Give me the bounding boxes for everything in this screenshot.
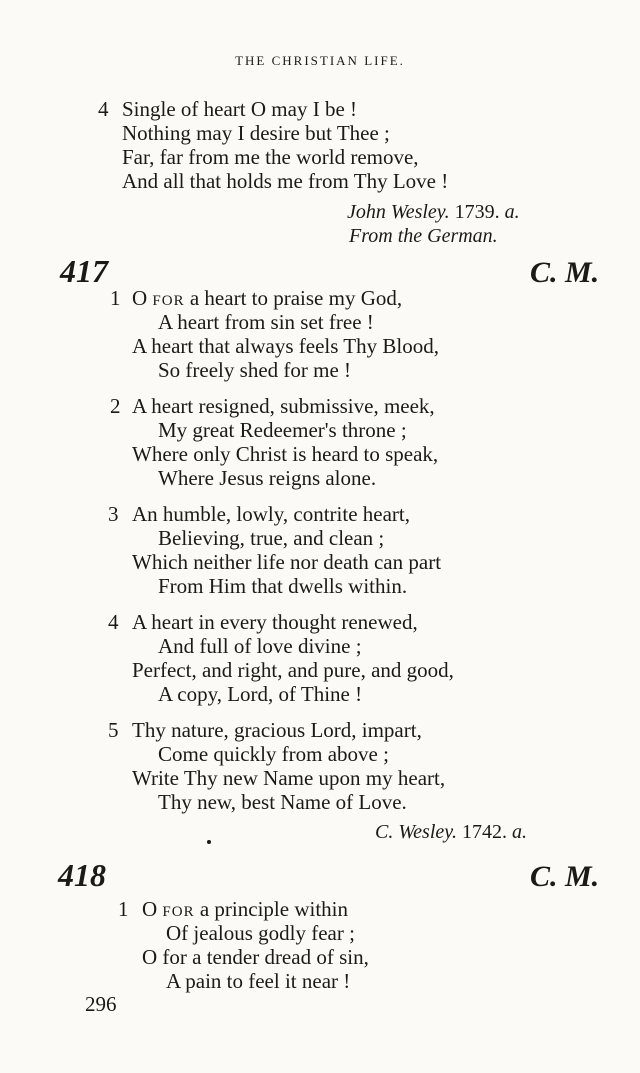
verse-line: And all that holds me from Thy Love !: [122, 169, 449, 193]
verse-line: Far, far from me the world remove,: [122, 145, 419, 169]
verse-line: A heart that always feels Thy Blood,: [132, 334, 439, 358]
author: C. Wesley.: [375, 821, 458, 843]
verse-line: My great Redeemer's throne ;: [158, 418, 407, 442]
verse-rest: a principle within: [194, 897, 348, 921]
verse-line: A pain to feel it near !: [166, 969, 351, 993]
stanza-number: 5: [108, 718, 119, 742]
verse-line: An humble, lowly, contrite heart,: [132, 502, 410, 526]
verse-line: Of jealous godly fear ;: [166, 921, 355, 945]
verse-line: Where only Christ is heard to speak,: [132, 442, 439, 466]
stanza-number: 2: [110, 394, 121, 418]
running-head: THE CHRISTIAN LIFE.: [235, 53, 405, 68]
verse-rest: a heart to praise my God,: [184, 286, 403, 310]
verse-line: A heart resigned, submissive, meek,: [132, 394, 435, 418]
attribution: [375, 820, 527, 844]
verse-line: [132, 286, 402, 313]
verse-line: Write Thy new Name upon my heart,: [132, 766, 446, 790]
stanza-number: 3: [108, 502, 119, 526]
verse-line: Single of heart O may I be !: [122, 97, 358, 121]
verse-line: So freely shed for me !: [158, 358, 352, 382]
stanza-number: 4: [108, 610, 119, 634]
mark: a.: [504, 201, 520, 223]
verse-lead: O: [142, 897, 163, 921]
hymn-number: 418: [58, 857, 106, 893]
year: 1742.: [462, 821, 508, 843]
verse-line: [142, 897, 348, 924]
mark: a.: [512, 821, 528, 843]
verse-line: A heart from sin set free !: [158, 310, 374, 334]
verse-line: Where Jesus reigns alone.: [158, 466, 377, 490]
hymn-number: 417: [60, 253, 108, 289]
verse-line: From Him that dwells within.: [158, 574, 408, 598]
verse-line: Come quickly from above ;: [158, 742, 389, 766]
stanza-number: 1: [110, 286, 121, 310]
verse-line: Nothing may I desire but Thee ;: [122, 121, 390, 145]
small-caps-word: FOR: [162, 904, 195, 920]
verse-line: Thy nature, gracious Lord, impart,: [132, 718, 422, 742]
small-caps-word: FOR: [152, 293, 185, 309]
verse-lead: O: [132, 286, 153, 310]
verse-line: A heart in every thought renewed,: [132, 610, 418, 634]
verse-line: Perfect, and right, and pure, and good,: [132, 658, 454, 682]
author: John Wesley.: [347, 201, 450, 223]
verse-line: A copy, Lord, of Thine !: [158, 682, 363, 706]
stanza-number: 1: [118, 897, 129, 921]
source-note: From the German.: [349, 225, 498, 247]
verse-line: Thy new, best Name of Love.: [158, 790, 407, 814]
hymn-meter: C. M.: [530, 860, 600, 893]
hymn-meter: C. M.: [530, 256, 600, 289]
verse-line: Believing, true, and clean ;: [158, 526, 385, 550]
stanza-number: 4: [98, 97, 109, 121]
ink-speck: [207, 840, 211, 844]
attribution: [347, 200, 520, 224]
verse-line: And full of love divine ;: [158, 634, 362, 658]
year: 1739.: [454, 201, 500, 223]
verse-line: Which neither life nor death can part: [132, 550, 442, 574]
verse-line: O for a tender dread of sin,: [142, 945, 369, 969]
page-number: 296: [85, 992, 117, 1016]
